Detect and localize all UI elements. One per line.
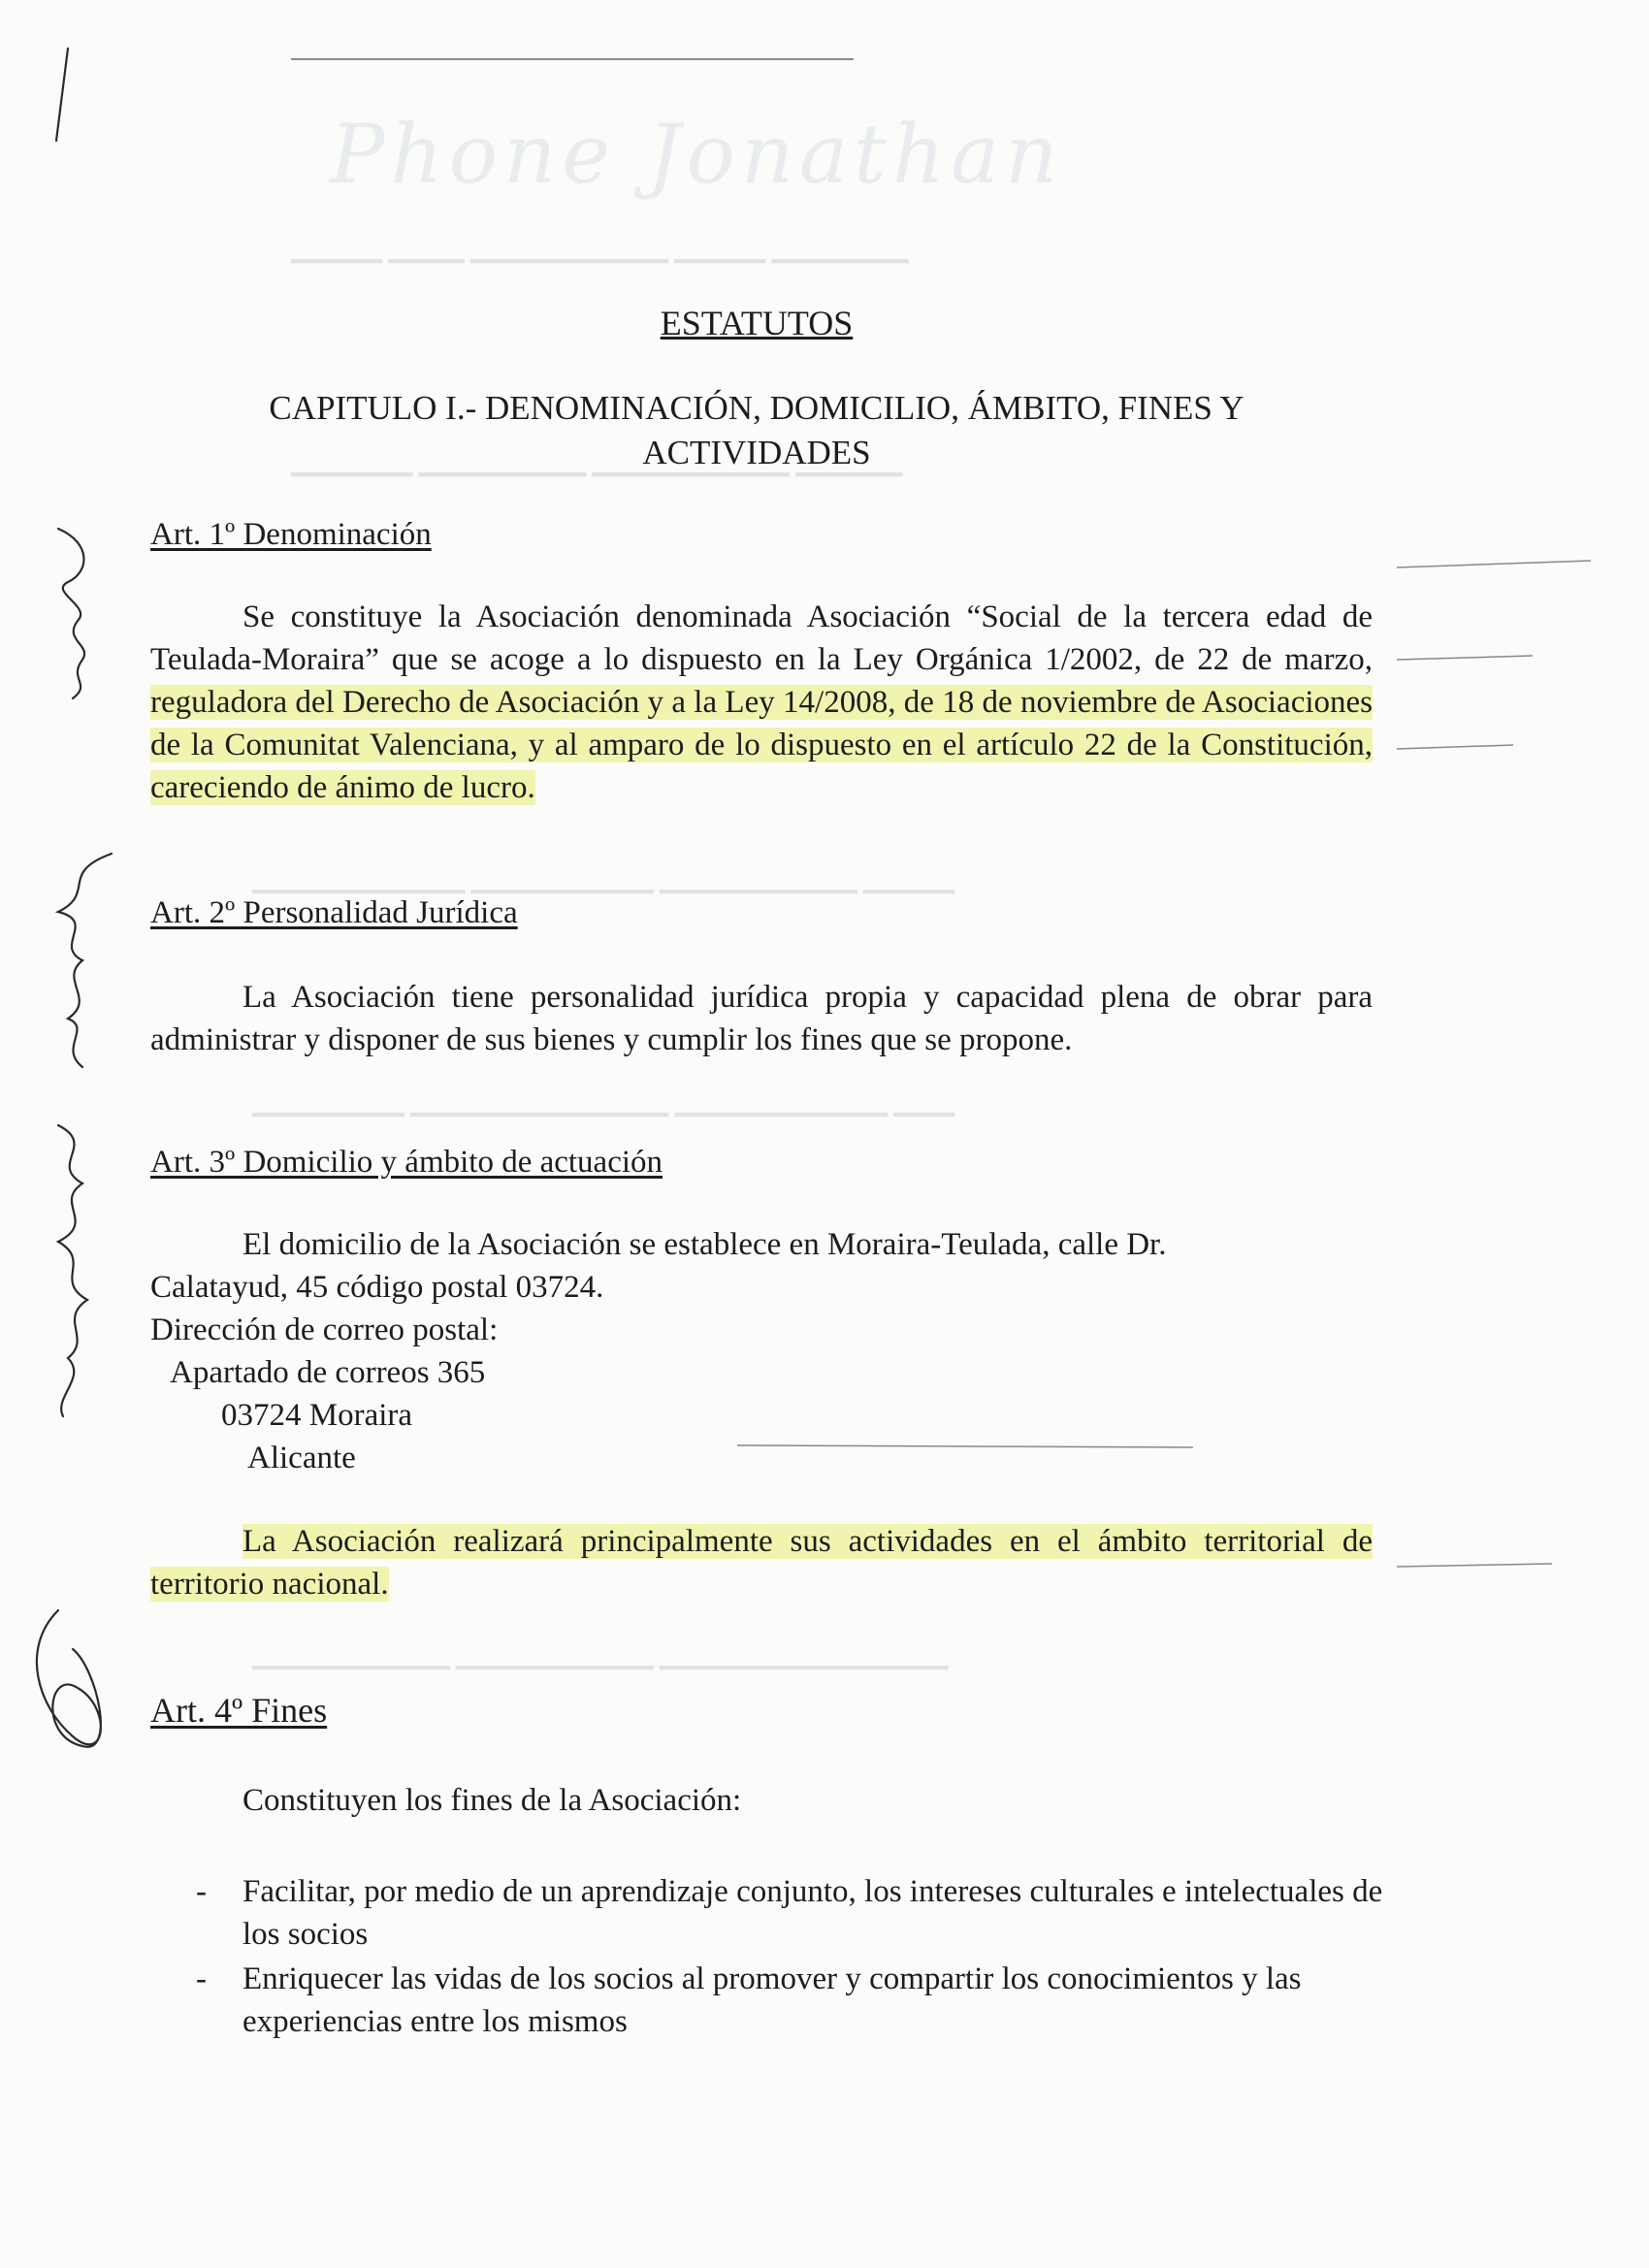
chapter-heading-line-2: ACTIVIDADES [642,434,871,471]
postal-line-1: Apartado de correos 365 [170,1355,486,1390]
bleed-through-text: ━━━━━━━━ ━━━━━━━━━━━ ━━━━━━━━━━━━━ ━━━━━━━ [291,461,902,489]
bleed-through-text: ━━━━━━ ━━━━━ ━━━━━━━━━━━━━ ━━━━━━ ━━━━━━━━━ [291,247,909,275]
art3-scope-paragraph [150,1520,1373,1605]
art1-heading: Art. 1º Denominación [150,517,432,552]
art1-paragraph [150,596,1373,809]
art4-aims-list [184,1870,1387,2045]
bullet-dash: - [196,1961,207,1996]
art3-address-line-2: Calatayud, 45 código postal 03724. [150,1270,604,1305]
margin-line [1397,561,1591,567]
signature-1 [58,529,84,698]
margin-line [1397,745,1513,749]
art1-text-part1: Se constituye la Asociación denominada Asociación “Social de la tercera edad de Teulada-Moraira” que se acoge a lo dispuesto en la Ley Orgánica 1/2002, de 22 de marzo, [150,599,1373,677]
art3-scope-text: La Asociación realizará principalmente sus actividades en el ámbito territorial de territorio nacional. [150,1524,1373,1602]
list-item-text: Enriquecer las vidas de los socios al promover y compartir los conocimientos y las experiencias entre los mismos [242,1961,1302,2039]
chapter-heading [233,386,1280,475]
bleed-through-text: ━━━━━━━━━━━━━ ━━━━━━━━━━━━━ ━━━━━━━━━━━━━━━━━━━ [252,1654,949,1682]
postal-line-2: 03724 Moraira [221,1398,413,1433]
postal-label: Dirección de correo postal: [150,1312,499,1347]
art4-intro: Constituyen los fines de la Asociación: [242,1783,742,1818]
art3-address-line-1: El domicilio de la Asociación se establece en Moraira-Teulada, calle Dr. [242,1227,1167,1262]
art3-heading: Art. 3º Domicilio y ámbito de actuación [150,1145,663,1180]
art1-text-highlighted: reguladora del Derecho de Asociación y a la Ley 14/2008, de 18 de noviembre de Asociaciones de la Comunitat Valenciana, y al amparo de lo dispuesto en el artículo 22 de la Constitución, careciendo de ánimo de lucro. [150,685,1373,805]
initials-mark [37,1610,101,1747]
margin-line [1397,656,1533,660]
list-item [184,1870,1387,1956]
corner-slash-mark [56,49,68,141]
art2-paragraph: La Asociación tiene personalidad jurídica propia y capacidad plena de obrar para administrar y disponer de sus bienes y cumplir los fines que se propone. [150,980,1373,1057]
margin-line [737,1445,1193,1447]
postal-line-3: Alicante [247,1441,356,1475]
list-item [184,1958,1387,2043]
document-title: ESTATUTOS [660,304,854,342]
signature-3 [58,1125,87,1416]
signature-2 [58,854,112,1067]
margin-line [1397,1564,1552,1567]
bleed-through-text: ━━━━━━━━━━ ━━━━━━━━━━━━━━━━━ ━━━━━━━━━━━━━━ ━━━━ [252,1101,954,1129]
handwritten-header: Phone Jonathan [330,107,1064,202]
bullet-dash: - [196,1874,207,1909]
art4-heading: Art. 4º Fines [150,1691,328,1730]
chapter-heading-line-1: CAPITULO I.- DENOMINACIÓN, DOMICILIO, ÁMBITO, FINES Y [269,389,1245,427]
art2-heading: Art. 2º Personalidad Jurídica [150,895,518,930]
list-item-text: Facilitar, por medio de un aprendizaje conjunto, los intereses culturales e intelectuales de los socios [242,1874,1383,1952]
bleed-through-text: ━━━━━━━━━━━━━━ ━━━━━━━━━━━━ ━━━━━━━━━━━━━ ━━━━━━ [252,878,954,906]
